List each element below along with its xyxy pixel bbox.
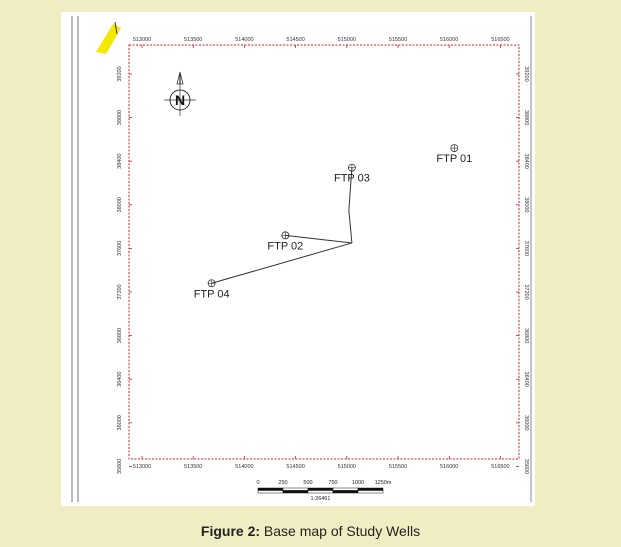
x-tick-label-top: 516000 [440,37,459,43]
caption-label: Figure 2: [200,523,261,539]
scale-bar-segment [358,488,383,491]
y-tick-label-left: 38400 [117,153,123,169]
x-tick-label-top: 515000 [337,37,356,43]
scale-bar-label: 500 [303,480,313,486]
y-tick-label-right: 36400 [523,371,529,387]
x-tick-label-top: 514000 [235,37,254,43]
scale-ratio: 1:26461 [310,496,331,502]
x-tick-label-bottom: 516000 [440,464,459,470]
y-tick-label-left: 38000 [117,197,123,213]
scale-bar-label: 750 [328,480,338,486]
x-tick-label-bottom: 513000 [132,464,152,470]
y-tick-label-right: 37600 [523,240,529,257]
y-tick-label-right: 35600 [523,458,529,475]
x-ticks-bottom [133,456,510,470]
scale-bar-segment [308,488,333,491]
well-paths [212,168,352,284]
scale-bar [256,480,391,502]
figure-caption [0,523,621,539]
y-tick-label-right: 36000 [523,415,529,431]
well-label: FTP 02 [267,240,304,253]
y-tick-label-left: 36400 [117,371,123,387]
scale-bar-segment [333,488,358,491]
y-tick-label-left: 36000 [117,415,123,431]
x-tick-label-bottom: 515000 [337,464,356,470]
scale-bar-segment [258,491,283,494]
scale-bar-segment [283,491,308,494]
y-tick-label-right: 37200 [523,284,529,300]
scale-bar-segment [333,491,358,494]
x-tick-label-bottom: 513500 [184,464,203,470]
scale-bar-segment [308,491,333,494]
y-tick-label-left: 38800 [117,109,123,126]
x-tick-label-top: 514500 [286,37,305,43]
scale-bar-segment [258,488,283,491]
y-tick-label-left: 37200 [117,284,123,300]
x-tick-label-top: 515500 [388,37,408,43]
y-tick-label-right: 38400 [523,153,529,169]
y-ticks-left [117,66,132,474]
y-tick-label-right: 38800 [523,109,529,126]
y-tick-label-right: 39200 [523,66,529,82]
x-tick-label-bottom: 516500 [491,464,510,470]
x-ticks-top [133,37,510,48]
y-ticks-right [516,66,529,474]
well-label: FTP 03 [333,172,370,185]
north-arrow-icon [164,72,196,116]
x-tick-label-bottom: 514500 [286,464,305,470]
y-tick-label-right: 36800 [523,327,529,344]
map-figure [61,12,535,506]
x-tick-label-top: 513000 [132,37,152,43]
x-tick-label-top: 516500 [491,37,510,43]
y-tick-label-left: 39200 [117,66,123,82]
highlight-mark [96,24,121,54]
scale-bar-segment [283,488,308,491]
north-label: N [174,92,186,108]
x-tick-label-top: 513500 [184,37,203,43]
x-tick-label-bottom: 515500 [388,464,408,470]
scale-bar-label: 1000 [351,480,365,486]
scale-bar-label: 1250m [374,480,392,486]
scale-bar-label: 0 [256,480,260,486]
well-label: FTP 01 [436,153,473,166]
scale-bar-segment [358,491,383,494]
base-map [61,12,535,506]
y-tick-label-left: 35600 [117,458,123,475]
caption-text: Base map of Study Wells [260,523,421,539]
x-tick-label-bottom: 514000 [235,464,254,470]
y-tick-label-left: 36800 [117,327,123,344]
y-tick-label-right: 38000 [523,197,529,213]
well-label: FTP 04 [193,288,230,301]
y-tick-label-left: 37600 [117,240,123,257]
scale-bar-label: 250 [278,480,288,486]
